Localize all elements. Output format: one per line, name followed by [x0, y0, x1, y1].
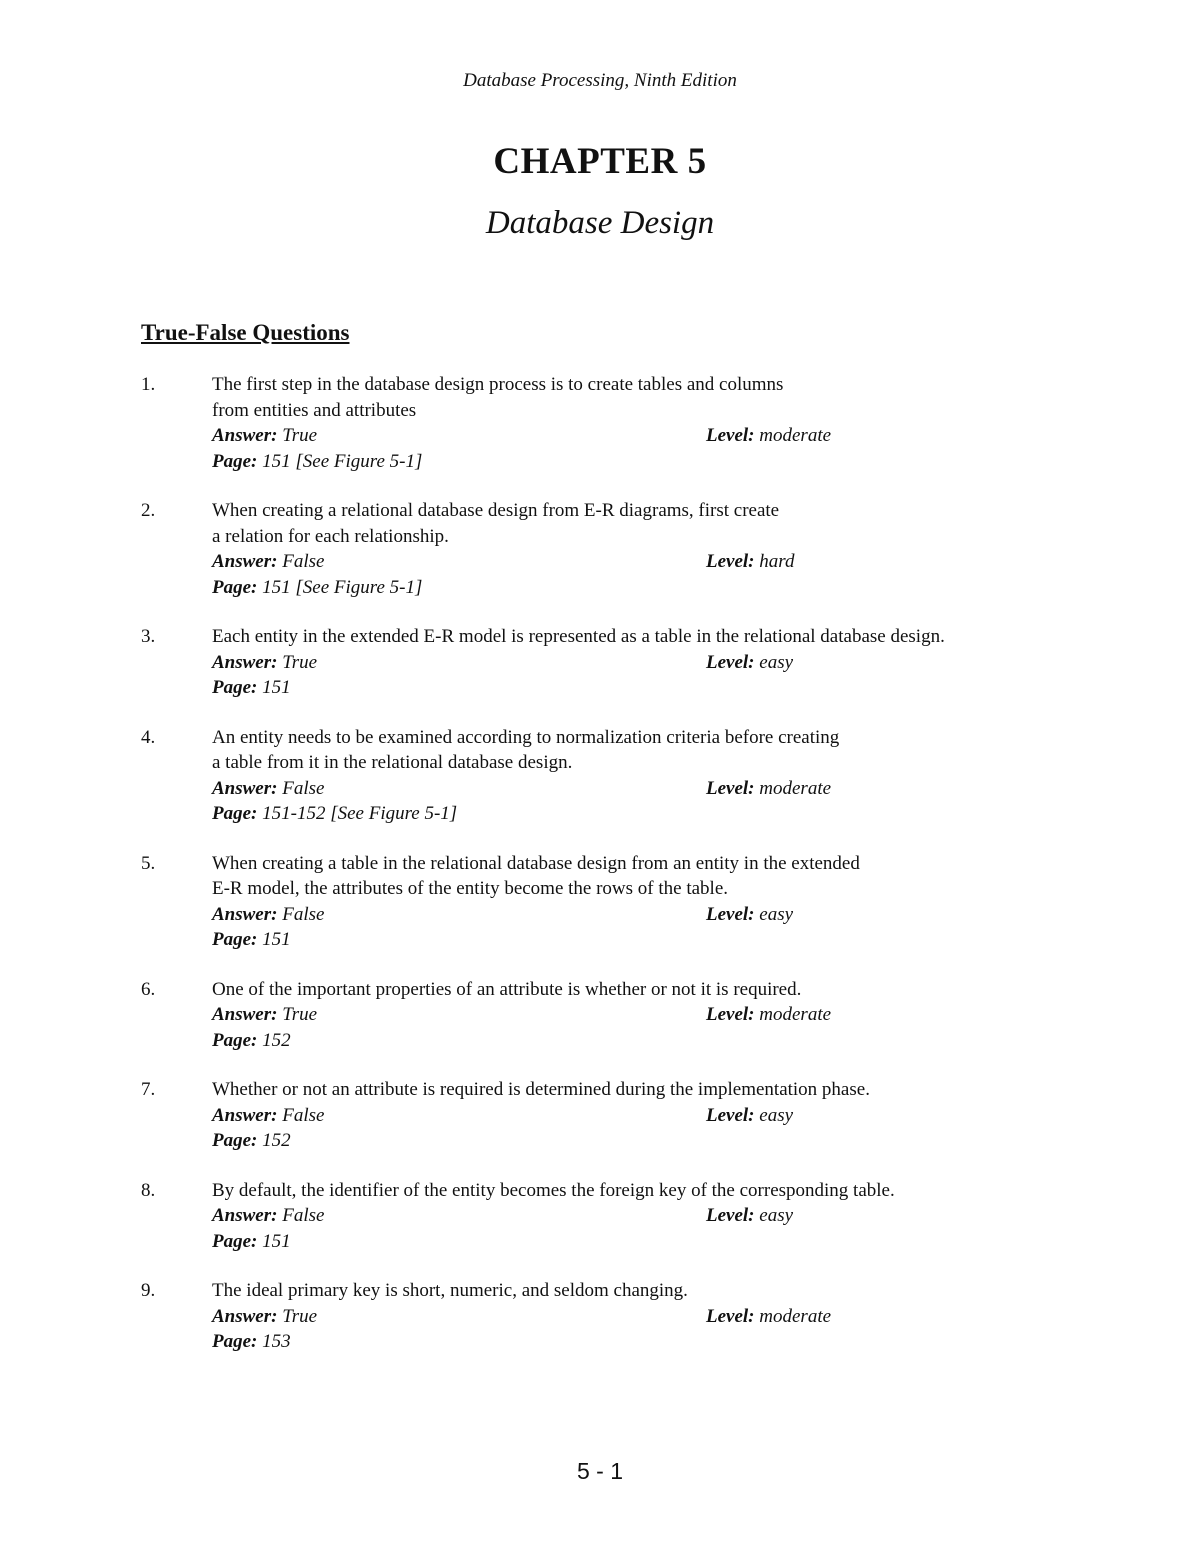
question-number: 9.: [141, 1280, 156, 1301]
page-label: Page:: [212, 803, 258, 824]
question-number: 5.: [141, 852, 156, 874]
page-value: 151: [262, 929, 291, 950]
level-value: easy: [759, 1205, 794, 1226]
question-item: [141, 1077, 1081, 1154]
answer-value: True: [282, 1305, 318, 1327]
answer-value: True: [282, 425, 318, 446]
answer-field: [212, 652, 317, 673]
question-item: [141, 1278, 1081, 1355]
question-text: By default, the identifier of the entity becomes the foreign key of the corresponding table.: [212, 1179, 895, 1201]
level-field: [706, 1203, 793, 1229]
level-label: Level:: [706, 651, 755, 673]
answer-value: True: [282, 1004, 318, 1025]
level-label: Level:: [706, 551, 755, 572]
answer-field: [212, 425, 317, 446]
level-field: [706, 1304, 831, 1330]
page-row: [212, 1128, 1081, 1154]
level-field: [706, 1002, 831, 1028]
question-item: [141, 1178, 1081, 1255]
level-label: Level:: [706, 1205, 755, 1226]
page-value: 151 [See Figure 5-1]: [262, 450, 423, 472]
answer-field: [212, 1105, 324, 1126]
answer-value: True: [282, 651, 318, 673]
answer-label: Answer:: [212, 1104, 278, 1126]
question-body: [212, 1278, 1081, 1355]
answer-value: False: [282, 1205, 325, 1226]
level-field: [706, 776, 831, 802]
answer-value: False: [282, 1104, 325, 1126]
level-field: [706, 423, 831, 449]
question-number: 6.: [141, 978, 156, 1000]
level-value: moderate: [759, 425, 832, 446]
level-label: Level:: [706, 777, 755, 799]
page-row: [212, 575, 1081, 601]
section-heading: True-False Questions: [141, 320, 350, 345]
answer-label: Answer:: [212, 1004, 278, 1025]
answer-level-row: [212, 902, 1081, 928]
page-row: [212, 449, 1081, 475]
page-value: 151: [262, 677, 291, 698]
running-header: Database Processing, Ninth Edition: [463, 70, 737, 91]
answer-field: [212, 1004, 317, 1025]
question-text: When creating a relational database design from E-R diagrams, first create a relation for each relationship.: [212, 500, 780, 547]
level-value: easy: [759, 1104, 794, 1126]
chapter-title: CHAPTER 5: [493, 141, 707, 182]
question-text: The ideal primary key is short, numeric, and seldom changing.: [212, 1280, 688, 1301]
question-number: 3.: [141, 626, 156, 647]
page-label: Page:: [212, 1029, 258, 1051]
level-label: Level:: [706, 1305, 755, 1327]
level-value: hard: [759, 551, 795, 572]
question-item: [141, 498, 1081, 600]
answer-field: [212, 1306, 317, 1327]
question-body: [212, 851, 1081, 953]
page-value: 151 [See Figure 5-1]: [262, 576, 423, 598]
question-item: [141, 624, 1081, 701]
page-value: 153: [262, 1331, 291, 1352]
question-number: 4.: [141, 726, 156, 748]
page-label: Page:: [212, 1230, 258, 1252]
page-row: [212, 1329, 1081, 1355]
answer-label: Answer:: [212, 903, 278, 925]
level-label: Level:: [706, 903, 755, 925]
question-item: [141, 372, 1081, 474]
level-label: Level:: [706, 425, 755, 446]
question-body: [212, 725, 1081, 827]
answer-label: Answer:: [212, 651, 278, 673]
page-value: 151: [262, 1230, 291, 1252]
page-label: Page:: [212, 1130, 258, 1151]
answer-level-row: [212, 549, 1081, 575]
level-field: [706, 1103, 793, 1129]
page-value: 152: [262, 1029, 291, 1051]
question-text: Each entity in the extended E-R model is represented as a table in the relational database design.: [212, 626, 945, 647]
answer-level-row: [212, 1002, 1081, 1028]
chapter-subtitle: Database Design: [485, 205, 715, 241]
answer-value: False: [282, 903, 325, 925]
level-label: Level:: [706, 1104, 755, 1126]
page-label: Page:: [212, 1331, 258, 1352]
page-number: 5 - 1: [576, 1458, 624, 1484]
level-value: easy: [759, 651, 794, 673]
answer-label: Answer:: [212, 1305, 278, 1327]
answer-value: False: [282, 551, 325, 572]
question-text: When creating a table in the relational database design from an entity in the extended E-R model, the attributes of the entity become the rows of the table.: [212, 852, 860, 899]
question-item: [141, 851, 1081, 953]
answer-level-row: [212, 776, 1081, 802]
answer-field: [212, 778, 324, 799]
answer-label: Answer:: [212, 777, 278, 799]
level-label: Level:: [706, 1004, 755, 1025]
level-value: moderate: [759, 777, 832, 799]
question-item: [141, 977, 1081, 1054]
page-row: [212, 1229, 1081, 1255]
question-number: 1.: [141, 374, 156, 395]
question-text: Whether or not an attribute is required is determined during the implementation phase.: [212, 1079, 870, 1100]
answer-level-row: [212, 423, 1081, 449]
answer-value: False: [282, 777, 325, 799]
answer-level-row: [212, 1103, 1081, 1129]
question-body: [212, 1077, 1081, 1154]
page-row: [212, 1028, 1081, 1054]
page-row: [212, 927, 1081, 953]
question-body: [212, 372, 1081, 474]
question-list: [141, 372, 1081, 1379]
answer-field: [212, 551, 324, 572]
page-label: Page:: [212, 929, 258, 950]
page-row: [212, 801, 1081, 827]
page-label: Page:: [212, 677, 258, 698]
page-row: [212, 675, 1081, 701]
question-body: [212, 624, 1081, 701]
level-field: [706, 902, 793, 928]
page-label: Page:: [212, 576, 258, 598]
answer-field: [212, 904, 324, 925]
level-field: [706, 549, 794, 575]
question-item: [141, 725, 1081, 827]
answer-level-row: [212, 650, 1081, 676]
question-text: An entity needs to be examined according to normalization criteria before creating a table from it in the relational database design.: [212, 726, 840, 773]
answer-label: Answer:: [212, 425, 278, 446]
answer-label: Answer:: [212, 551, 278, 572]
page-value: 151-152 [See Figure 5-1]: [262, 803, 458, 824]
question-text: The first step in the database design process is to create tables and columns from entities and attributes: [212, 374, 784, 421]
question-number: 2.: [141, 500, 156, 521]
page-value: 152: [262, 1130, 291, 1151]
answer-field: [212, 1205, 324, 1226]
answer-label: Answer:: [212, 1205, 278, 1226]
level-value: easy: [759, 903, 794, 925]
page-label: Page:: [212, 450, 258, 472]
answer-level-row: [212, 1304, 1081, 1330]
answer-level-row: [212, 1203, 1081, 1229]
question-body: [212, 498, 1081, 600]
question-text: One of the important properties of an attribute is whether or not it is required.: [212, 978, 802, 1000]
question-number: 8.: [141, 1179, 156, 1201]
level-field: [706, 650, 793, 676]
level-value: moderate: [759, 1305, 832, 1327]
question-body: [212, 977, 1081, 1054]
question-body: [212, 1178, 1081, 1255]
question-number: 7.: [141, 1079, 156, 1100]
level-value: moderate: [759, 1004, 832, 1025]
